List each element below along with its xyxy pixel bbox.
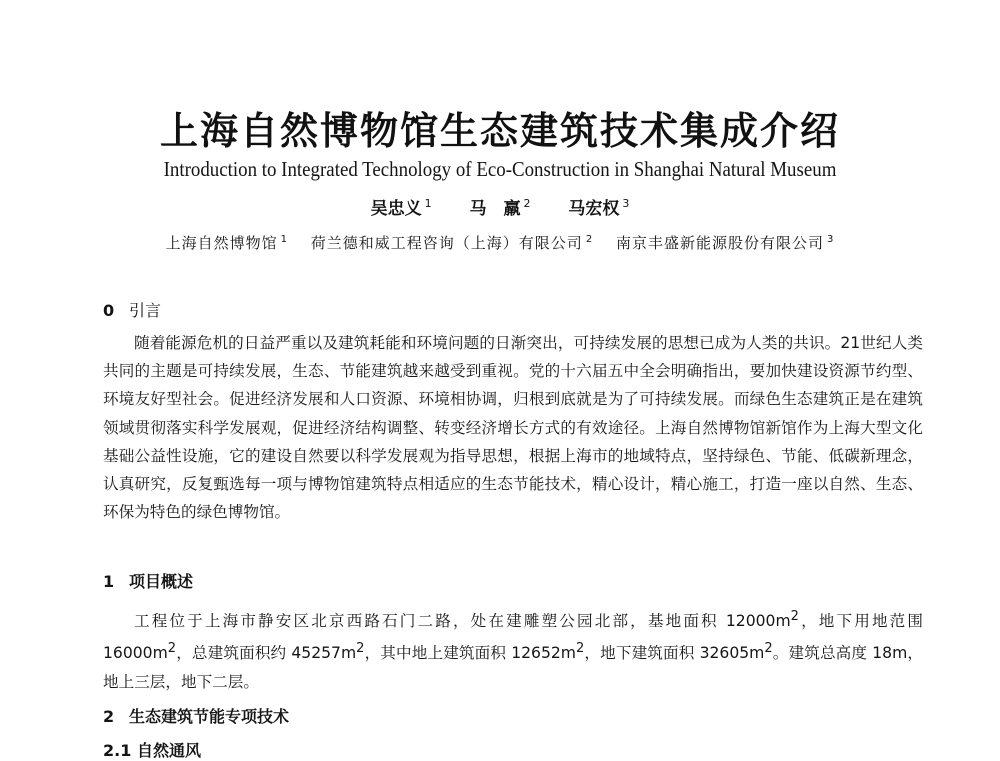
affiliation: 上海自然博物馆 $^1$: [165, 234, 289, 252]
author-list: [0, 194, 1000, 219]
affiliation-list: [0, 232, 1000, 253]
overview-paragraph: 工程位于上海市静安区北京西路石门二路，处在建雕塑公园北部，基地面积 $12000m^2$，地下用地范围 $16000m^2$，总建筑面积约 $45257m^2$，其中地上建筑面积 $12652m^2$，地下建筑面积 $32605m^2$。建筑总高度 18m，地上三层，地下二层。: [103, 609, 923, 691]
author: 吴忠义 $^1$: [370, 197, 432, 219]
affiliation: 荷兰德和威工程咨询（上海）有限公司 $^2$: [310, 234, 594, 252]
subsection-heading-ventilation: 2.1 自然通风: [103, 741, 202, 760]
author: 马 羸 $^2$: [469, 197, 531, 219]
intro-paragraph: 随着能源危机的日益严重以及建筑耗能和环境问题的日渐突出，可持续发展的思想已成为人类的共识。21世纪人类共同的主题是可持续发展，生态、节能建筑越来越受到重视。党的十六届五中全会明确指出，要加快建设资源节约型、环境友好型社会。促进经济发展和人口资源、环境相协调，归根到底就是为了可持续发展。而绿色生态建筑正是在建筑领域贯彻落实科学发展观，促进经济结构调整、转变经济增长方式的有效途径。上海自然博物馆新馆作为上海大型文化基础公益性设施，它的建设自然要以科学发展观为指导思想，根据上海市的地域特点，坚持绿色、节能、低碳新理念，认真研究，反复甄选每一项与博物馆建筑特点相适应的生态节能技术，精心设计，精心施工，打造一座以自然、生态、环保为特色的绿色博物馆。: [103, 334, 923, 522]
paper-subtitle-english: Introduction to Integrated Technology of Eco-Construction in Shanghai Natural Museum: [163, 157, 837, 181]
section-heading-overview: 1 项目概述: [103, 572, 194, 591]
section-heading-intro: 0 引言: [103, 301, 162, 320]
affiliation: 南京丰盛新能源股份有限公司 $^3$: [615, 234, 835, 252]
section-heading-tech: 2 生态建筑节能专项技术: [103, 707, 290, 726]
paper-title: 上海自然博物馆生态建筑技术集成介绍: [159, 109, 840, 153]
author: 马宏权 $^3$: [568, 197, 630, 219]
